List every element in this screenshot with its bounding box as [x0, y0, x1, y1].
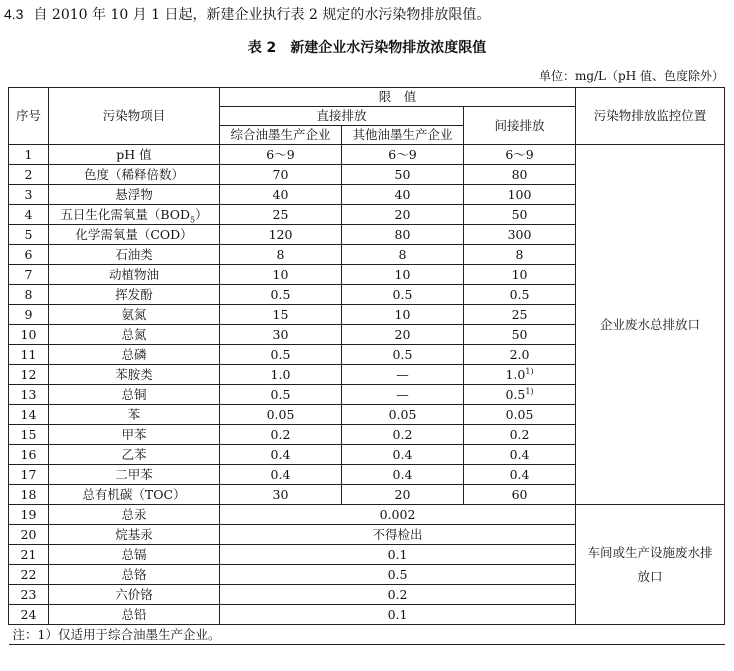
cell-composite: 30	[220, 325, 342, 345]
cell-indirect	[464, 305, 576, 325]
cell-composite: 30	[220, 485, 342, 505]
cell-indirect	[464, 485, 576, 505]
cell-seq: 7	[9, 265, 49, 285]
header-seq: 序号	[9, 88, 49, 145]
indirect-value: 50	[511, 327, 528, 342]
section-intro	[4, 4, 490, 24]
cell-item	[49, 225, 220, 245]
cell-item	[49, 465, 220, 485]
cell-other: 0.05	[342, 405, 464, 425]
cell-indirect	[464, 285, 576, 305]
item-name: 动植物油	[108, 267, 159, 282]
cell-item: 总铬	[49, 565, 220, 585]
emission-limits-table	[8, 87, 725, 645]
unit-note: 单位：mg/L（pH 值、色度除外）	[538, 69, 724, 83]
cell-item	[49, 205, 220, 225]
cell-other: 8	[342, 245, 464, 265]
cell-value: 不得检出	[220, 525, 576, 545]
item-name: 总铜	[121, 387, 147, 402]
cell-item	[49, 325, 220, 345]
item-name: 乙苯	[121, 447, 147, 462]
indirect-value: 60	[511, 487, 528, 502]
cell-other: 0.5	[342, 285, 464, 305]
cell-location-workshop: 车间或生产设施废水排放口	[576, 505, 725, 625]
cell-seq: 11	[9, 345, 49, 365]
cell-seq: 21	[9, 545, 49, 565]
cell-location-outlet: 企业废水总排放口	[576, 145, 725, 505]
indirect-value: 50	[511, 207, 528, 222]
item-name: pH 值	[116, 147, 152, 162]
indirect-value: 2.0	[509, 347, 530, 362]
cell-seq: 10	[9, 325, 49, 345]
section-text: 自 2010 年 10 月 1 日起，新建企业执行表 2 规定的水污染物排放限值。	[33, 7, 491, 23]
item-name: 氨氮	[121, 307, 147, 322]
cell-indirect	[464, 205, 576, 225]
cell-other: 0.2	[342, 425, 464, 445]
cell-item	[49, 305, 220, 325]
header-direct: 直接排放	[220, 107, 464, 126]
cell-indirect	[464, 365, 576, 385]
cell-value: 0.002	[220, 505, 576, 525]
cell-seq: 13	[9, 385, 49, 405]
cell-other: 0.4	[342, 445, 464, 465]
indirect-value: 6～9	[505, 147, 534, 162]
cell-other: —	[342, 365, 464, 385]
cell-value: 0.5	[220, 565, 576, 585]
table-footnote: 注：1）仅适用于综合油墨生产企业。	[9, 625, 725, 645]
item-name: 总氮	[121, 327, 147, 342]
cell-item: 总镉	[49, 545, 220, 565]
cell-indirect	[464, 345, 576, 365]
item-name: 总有机碳（TOC）	[82, 487, 186, 502]
cell-composite: 10	[220, 265, 342, 285]
cell-item	[49, 405, 220, 425]
indirect-value: 300	[507, 227, 532, 242]
cell-seq: 9	[9, 305, 49, 325]
cell-composite: 0.5	[220, 345, 342, 365]
table-body-direct-limits	[9, 145, 725, 505]
cell-value: 0.1	[220, 605, 576, 625]
cell-item	[49, 245, 220, 265]
item-tail: ）	[195, 207, 208, 222]
indirect-value: 25	[511, 307, 528, 322]
header-location: 污染物排放监控位置	[576, 88, 725, 145]
cell-seq: 24	[9, 605, 49, 625]
cell-seq: 15	[9, 425, 49, 445]
cell-seq: 3	[9, 185, 49, 205]
cell-item	[49, 285, 220, 305]
cell-composite: 0.4	[220, 445, 342, 465]
cell-composite: 0.2	[220, 425, 342, 445]
cell-item	[49, 445, 220, 465]
header-indirect: 间接排放	[464, 107, 576, 145]
indirect-value: 0.5	[509, 287, 530, 302]
header-limit: 限 值	[220, 88, 576, 107]
cell-indirect	[464, 245, 576, 265]
cell-item	[49, 345, 220, 365]
cell-composite: 0.05	[220, 405, 342, 425]
indirect-value: 1.0	[505, 367, 526, 382]
cell-composite: 1.0	[220, 365, 342, 385]
cell-seq: 4	[9, 205, 49, 225]
cell-seq: 20	[9, 525, 49, 545]
indirect-value: 10	[511, 267, 528, 282]
cell-value: 0.1	[220, 545, 576, 565]
cell-composite: 15	[220, 305, 342, 325]
cell-other: 20	[342, 205, 464, 225]
cell-seq: 8	[9, 285, 49, 305]
cell-indirect	[464, 145, 576, 165]
cell-composite: 0.5	[220, 285, 342, 305]
cell-other: 50	[342, 165, 464, 185]
header-composite: 综合油墨生产企业	[220, 126, 342, 145]
cell-other: 0.4	[342, 465, 464, 485]
item-name: 苯	[127, 407, 141, 422]
indirect-value: 0.4	[509, 467, 530, 482]
cell-other: 20	[342, 325, 464, 345]
table-title-text: 新建企业水污染物排放浓度限值	[290, 40, 487, 56]
cell-indirect	[464, 385, 576, 405]
cell-seq: 23	[9, 585, 49, 605]
cell-other: 80	[342, 225, 464, 245]
cell-item	[49, 385, 220, 405]
cell-composite: 0.4	[220, 465, 342, 485]
cell-composite: 6～9	[220, 145, 342, 165]
indirect-value: 0.4	[509, 447, 530, 462]
cell-seq: 1	[9, 145, 49, 165]
cell-item: 六价铬	[49, 585, 220, 605]
indirect-value: 0.5	[505, 387, 526, 402]
indirect-value: 80	[511, 167, 528, 182]
cell-item: 总汞	[49, 505, 220, 525]
item-name: 石油类	[115, 247, 153, 262]
indirect-value: 8	[515, 247, 524, 262]
item-name: 色度（稀释倍数）	[83, 167, 184, 182]
cell-indirect	[464, 225, 576, 245]
indirect-value: 0.05	[505, 407, 534, 422]
table-number: 表 2	[247, 40, 277, 56]
cell-seq: 12	[9, 365, 49, 385]
cell-item	[49, 165, 220, 185]
cell-seq: 2	[9, 165, 49, 185]
indirect-value: 100	[507, 187, 532, 202]
cell-item: 烷基汞	[49, 525, 220, 545]
cell-item	[49, 365, 220, 385]
cell-item	[49, 485, 220, 505]
cell-other: 10	[342, 265, 464, 285]
item-name: 化学需氧量（COD）	[75, 227, 193, 242]
item-name: 五日生化需氧量（BOD	[60, 207, 191, 222]
cell-composite: 0.5	[220, 385, 342, 405]
cell-other: 10	[342, 305, 464, 325]
cell-indirect	[464, 165, 576, 185]
header-other: 其他油墨生产企业	[342, 126, 464, 145]
cell-other: —	[342, 385, 464, 405]
item-name: 悬浮物	[115, 187, 153, 202]
cell-seq: 18	[9, 485, 49, 505]
item-name: 甲苯	[121, 427, 147, 442]
cell-seq: 17	[9, 465, 49, 485]
footnote-marker: 1)	[525, 386, 534, 396]
cell-indirect	[464, 185, 576, 205]
cell-item	[49, 425, 220, 445]
cell-item: 总铅	[49, 605, 220, 625]
cell-seq: 19	[9, 505, 49, 525]
cell-indirect	[464, 445, 576, 465]
cell-other: 40	[342, 185, 464, 205]
item-subscript: 5	[190, 215, 196, 225]
cell-other: 6～9	[342, 145, 464, 165]
cell-indirect	[464, 265, 576, 285]
cell-indirect	[464, 325, 576, 345]
table-body-workshop-limits	[9, 505, 725, 625]
cell-composite: 40	[220, 185, 342, 205]
cell-item	[49, 145, 220, 165]
cell-item	[49, 185, 220, 205]
item-name: 二甲苯	[115, 467, 153, 482]
cell-composite: 120	[220, 225, 342, 245]
item-name: 总磷	[121, 347, 147, 362]
cell-seq: 22	[9, 565, 49, 585]
cell-indirect	[464, 425, 576, 445]
cell-seq: 14	[9, 405, 49, 425]
indirect-value: 0.2	[509, 427, 530, 442]
cell-seq: 6	[9, 245, 49, 265]
cell-item	[49, 265, 220, 285]
cell-composite: 70	[220, 165, 342, 185]
cell-seq: 5	[9, 225, 49, 245]
table-row	[9, 145, 725, 165]
cell-other: 0.5	[342, 345, 464, 365]
table-title	[0, 37, 734, 57]
cell-indirect	[464, 405, 576, 425]
item-name: 苯胺类	[115, 367, 153, 382]
cell-composite: 8	[220, 245, 342, 265]
cell-indirect	[464, 465, 576, 485]
cell-value: 0.2	[220, 585, 576, 605]
cell-seq: 16	[9, 445, 49, 465]
table-row	[9, 505, 725, 525]
section-number: 4.3	[4, 6, 24, 22]
cell-composite: 25	[220, 205, 342, 225]
item-name: 挥发酚	[115, 287, 153, 302]
header-item: 污染物项目	[49, 88, 220, 145]
cell-other: 20	[342, 485, 464, 505]
footnote-marker: 1)	[525, 366, 534, 376]
